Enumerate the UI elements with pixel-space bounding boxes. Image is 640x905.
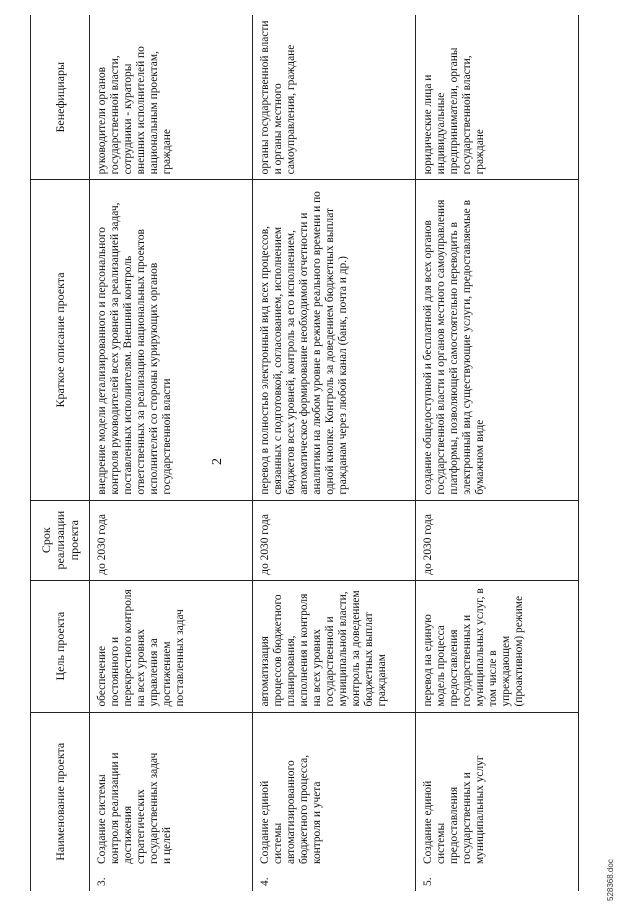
project-description: внедрение модели детализированного и персонального контроля руководителей всех уровней за реализацией задач, поставленных исполнителям. Внешний контроль ответственных за реализацию национальных проектов исполнителей со стороны курирующих органов государственной власти — [90, 180, 253, 500]
row-number: 3. — [96, 877, 108, 886]
document-code: 528368.doc — [606, 859, 615, 901]
row-number: 4. — [259, 877, 271, 886]
header-project-term: Срок реализации проекта — [31, 500, 90, 580]
projects-table — [30, 15, 579, 891]
header-project-name: Наименование проекта — [31, 712, 90, 891]
header-beneficiaries: Бенефициары — [31, 15, 90, 180]
page-number: 2 — [210, 458, 225, 465]
project-term: до 2030 года — [416, 500, 579, 580]
table-row — [253, 15, 416, 891]
project-term: до 2030 года — [90, 500, 253, 580]
row-number: 5. — [422, 877, 434, 886]
project-name-cell — [416, 712, 579, 891]
table-row — [416, 15, 579, 891]
project-name-cell — [253, 712, 416, 891]
project-description: создание общедоступной и бесплатной для всех органов государственной власти и органов местного самоуправления платформы, позволяющей самостоятельно переводить в электронный вид существующие услуги, предоставляемые в бумажном виде — [416, 180, 579, 500]
project-beneficiaries: органы государственной власти и органы местного самоуправления, граждане — [253, 15, 416, 180]
project-name: Создание единой системы предоставления государственных и муниципальных услуг — [422, 755, 486, 864]
project-goal: перевод на единую модель процесса предоставления государственных и муниципальных услуг, в том числе в упреждающем (проактивном) режиме — [416, 580, 579, 712]
project-name: Создание системы контроля реализации и достижения стратегических государственных задач и целей — [96, 752, 173, 864]
project-beneficiaries: юридические лица и индивидуальные предприниматели, органы государственной власти, граждане — [416, 15, 579, 180]
project-goal: автоматизация процессов бюджетного планирования, исполнения и контроля на всех уровнях государственной и муниципальной власти, контроль за доведением бюджетных выплат гражданам — [253, 580, 416, 712]
project-name-cell — [90, 712, 253, 891]
project-beneficiaries: руководители органов государственной власти, сотрудники - кураторы внешних исполнителей по национальным проектам, граждане — [90, 15, 253, 180]
header-project-goal: Цель проекта — [31, 580, 90, 712]
project-description: перевод в полностью электронный вид всех процессов, связанных с подготовкой, согласованием, исполнением бюджетов всех уровней, контроль за его исполнением, автоматическое формирование необходимой отчетности и аналитики на любом уровне в режиме реального времени и по одной кнопке. Контроль за доведением бюджетных выплат гражданам через любой канал (банк, почта и др.) — [253, 180, 416, 500]
table-header-row — [31, 15, 90, 891]
header-project-description: Краткое описание проекта — [31, 180, 90, 500]
project-name: Создание единой системы автоматизированного бюджетного процесса, контроля и учета — [259, 754, 323, 864]
table-row — [90, 15, 253, 891]
project-term: до 2030 года — [253, 500, 416, 580]
project-goal: обеспечение постоянного и перекрестного контроля на всех уровнях управления за достижением поставленных задач — [90, 580, 253, 712]
